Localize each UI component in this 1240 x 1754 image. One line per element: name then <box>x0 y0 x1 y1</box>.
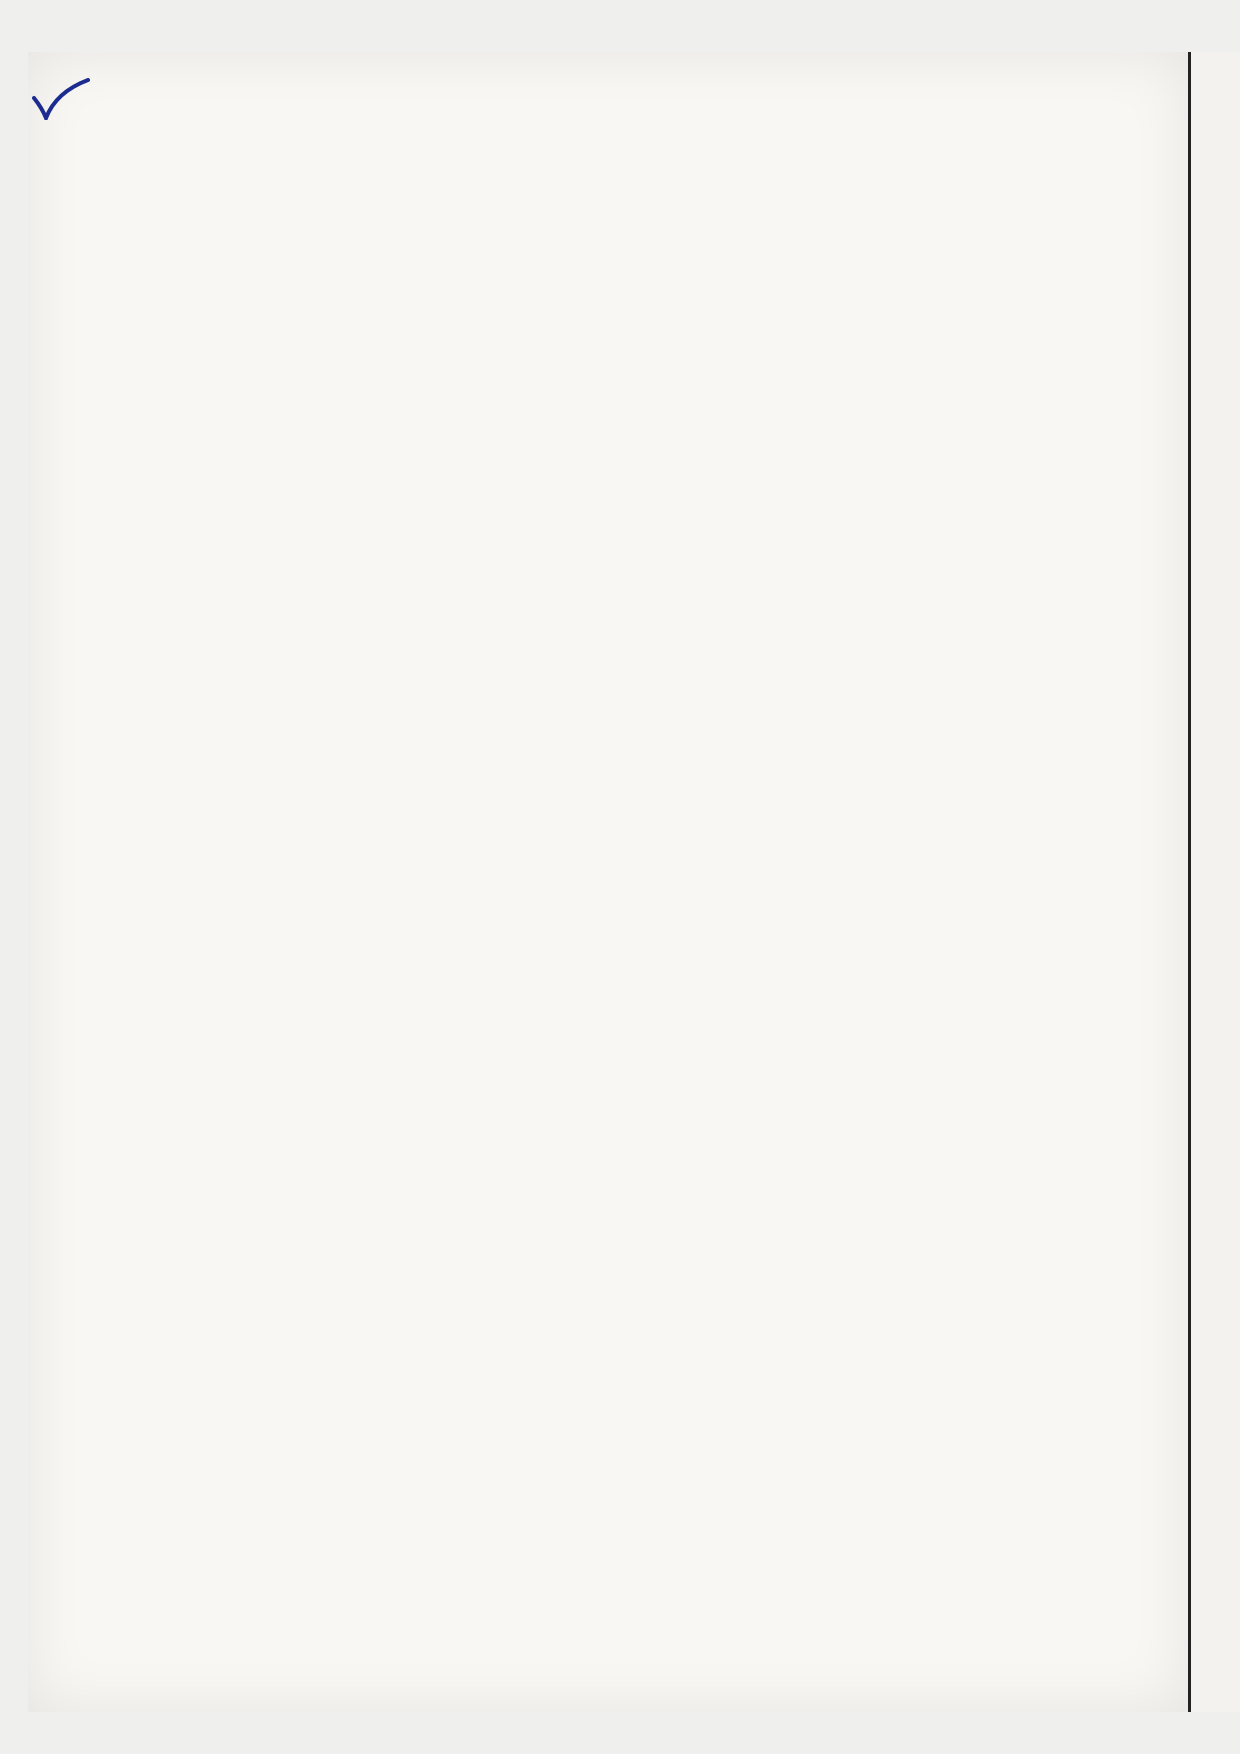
check-mark-icon <box>32 78 90 120</box>
adjacent-page-edge <box>1188 52 1240 1712</box>
time-key-signature <box>86 112 89 145</box>
music-page <box>28 52 1188 1712</box>
